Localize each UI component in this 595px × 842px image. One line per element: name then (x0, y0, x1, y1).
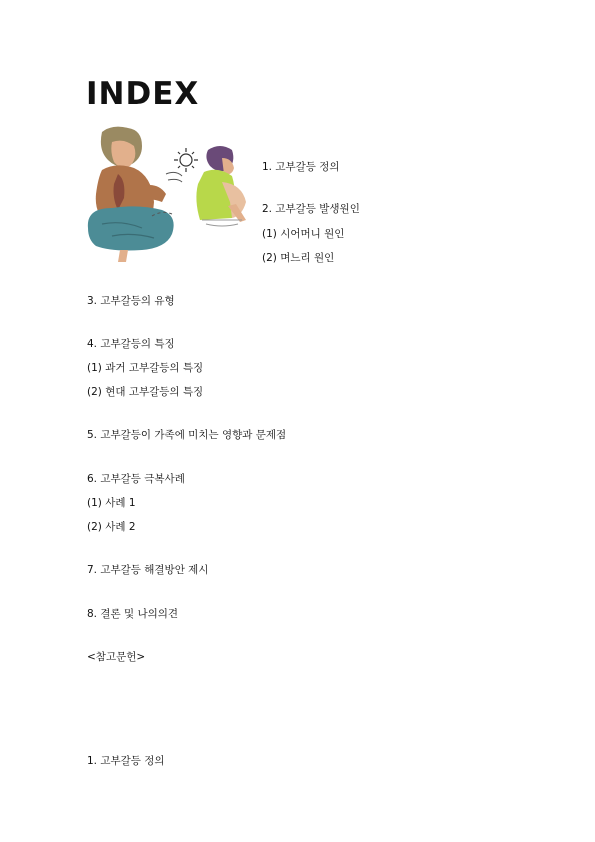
toc-item: 7. 고부갈등 해결방안 제시 (87, 564, 209, 576)
toc-subitem: (1) 사례 1 (87, 497, 136, 509)
toc-item: 5. 고부갈등이 가족에 미치는 영향과 문제점 (87, 429, 287, 441)
toc-subitem: (2) 며느리 원인 (262, 252, 335, 264)
page-title: INDEX (86, 76, 200, 112)
section-heading: 1. 고부갈등 정의 (87, 755, 165, 767)
toc-item: 8. 결론 및 나의의견 (87, 608, 179, 620)
toc-subitem: (1) 시어머니 원인 (262, 228, 345, 240)
toc-item: 4. 고부갈등의 특징 (87, 338, 175, 350)
toc-item: 6. 고부갈등 극복사례 (87, 473, 185, 485)
toc-item: 2. 고부갈등 발생원인 (262, 203, 360, 215)
references-heading: <참고문헌> (87, 651, 146, 663)
toc-item: 1. 고부갈등 정의 (262, 161, 340, 173)
toc-subitem: (2) 사례 2 (87, 521, 136, 533)
toc-subitem: (2) 현대 고부갈등의 특징 (87, 386, 204, 398)
two-women-sitting-apart-illustration (82, 124, 252, 268)
toc-item: 3. 고부갈등의 유형 (87, 295, 175, 307)
toc-subitem: (1) 과거 고부갈등의 특징 (87, 362, 204, 374)
